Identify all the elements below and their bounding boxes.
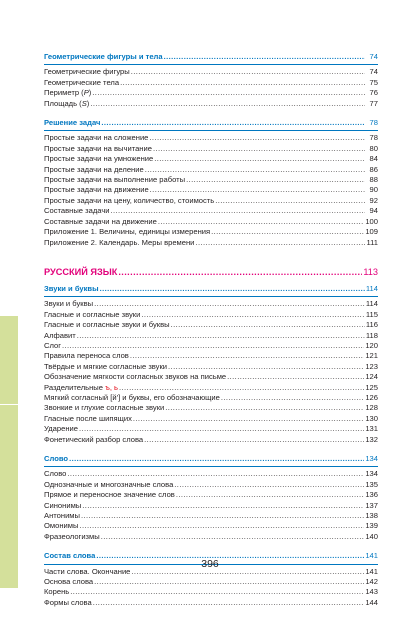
dot-leader [227, 372, 364, 382]
entry-title: Основа слова [44, 577, 94, 587]
dot-leader [62, 341, 364, 351]
dot-leader [118, 265, 362, 279]
entry-page: 114 [365, 299, 378, 309]
dot-leader [168, 362, 364, 372]
entry-title: Алфавит [44, 330, 76, 340]
entry-title: Геометрические фигуры [44, 67, 130, 77]
entry-title: Простые задачи на деление [44, 164, 144, 174]
entry-page: 77 [369, 98, 378, 108]
entry-page: 132 [365, 434, 378, 444]
entry-page: 80 [369, 143, 378, 153]
dot-leader [100, 284, 365, 294]
heading-title: Состав слова [44, 551, 96, 561]
entry-title: Ударение [44, 424, 78, 434]
entry-title: Простые задачи на движение [44, 185, 149, 195]
entry-title: Приложение 2. Календарь. Меры времени [44, 237, 195, 247]
toc-entry[interactable] [44, 383, 378, 393]
toc-entry[interactable] [44, 598, 378, 608]
subject-heading[interactable] [44, 265, 378, 279]
side-tab-divider [0, 404, 18, 405]
entry-title [44, 383, 118, 393]
entry-title: Геометрические тела [44, 77, 120, 87]
toc-entry[interactable] [44, 393, 378, 403]
toc-section-geometry [44, 52, 378, 109]
dot-leader [82, 501, 364, 511]
entry-page: 144 [365, 597, 378, 607]
dot-leader [153, 144, 365, 154]
entry-page: 100 [365, 216, 378, 226]
toc-entry[interactable] [44, 331, 378, 341]
entry-title: Гласные после шипящих [44, 413, 132, 423]
toc-entry[interactable] [44, 217, 378, 227]
heading-title: Решение задач [44, 118, 101, 128]
dot-leader [81, 511, 364, 521]
toc-entry[interactable] [44, 403, 378, 413]
toc-entry[interactable] [44, 351, 378, 361]
entry-title: Простые задачи на цену, количество, стоимость [44, 195, 215, 205]
dot-leader [120, 78, 365, 88]
dot-leader [195, 238, 365, 248]
toc-entry[interactable] [44, 206, 378, 216]
dot-leader [158, 217, 364, 227]
entry-title: Составные задачи [44, 206, 110, 216]
page-number: 396 [201, 558, 219, 570]
entry-page: 88 [369, 175, 378, 185]
toc-entry[interactable] [44, 424, 378, 434]
entry-title: Простые задачи на сложение [44, 133, 149, 143]
heading-page: 141 [365, 551, 378, 561]
dot-leader [93, 598, 365, 608]
entry-title: Слог [44, 340, 61, 350]
subject-page: 113 [363, 266, 378, 277]
entry-title: Прямое и переносное значение слов [44, 490, 175, 500]
table-of-contents [44, 52, 378, 617]
heading-page: 134 [365, 454, 378, 463]
toc-entry[interactable] [44, 227, 378, 237]
toc-entry[interactable] [44, 372, 378, 382]
side-tab-marker [0, 316, 18, 588]
toc-entry[interactable] [44, 196, 378, 206]
toc-entry[interactable] [44, 175, 378, 185]
toc-entry[interactable] [44, 185, 378, 195]
toc-entry[interactable] [44, 88, 378, 98]
entry-page: 135 [365, 479, 378, 489]
entry-page: 140 [365, 531, 378, 541]
toc-entry[interactable] [44, 320, 378, 330]
entry-page: 143 [365, 587, 378, 597]
dot-leader [145, 165, 365, 175]
dot-leader [90, 99, 365, 109]
entry-title: Мягкий согласный [й'] и буквы, его обозначающие [44, 392, 220, 402]
toc-section-word [44, 454, 378, 542]
section-rule [44, 130, 378, 131]
toc-entry[interactable] [44, 238, 378, 248]
toc-entry[interactable] [44, 310, 378, 320]
toc-entry[interactable] [44, 435, 378, 445]
entry-page: 115 [365, 309, 378, 319]
entry-title: Периметр (P) [44, 88, 92, 98]
entry-page: 121 [365, 351, 378, 361]
entry-title: Звонкие и глухие согласные звуки [44, 403, 165, 413]
toc-entry[interactable] [44, 144, 378, 154]
entry-page: 84 [369, 154, 378, 164]
dot-leader [133, 414, 364, 424]
toc-entry[interactable] [44, 490, 378, 500]
dot-leader [171, 320, 365, 330]
entry-page: 78 [369, 133, 378, 143]
toc-entry[interactable] [44, 99, 378, 109]
dot-leader [70, 587, 364, 597]
dot-leader [141, 310, 365, 320]
dot-leader [101, 532, 365, 542]
entry-title: Обозначение мягкости согласных звуков на письме [44, 372, 227, 382]
toc-entry[interactable] [44, 67, 378, 77]
entry-page: 142 [365, 577, 378, 587]
dot-leader [164, 52, 365, 62]
dot-leader [119, 383, 364, 393]
subject-title: РУССКИЙ ЯЗЫК [44, 266, 118, 277]
entry-page: 94 [369, 206, 378, 216]
toc-entry[interactable] [44, 299, 378, 309]
entry-title: Гласные и согласные звуки и буквы [44, 320, 170, 330]
section-heading[interactable] [44, 118, 378, 128]
entry-title: Твёрдые и мягкие согласные звуки [44, 361, 168, 371]
entry-page: 109 [365, 227, 378, 237]
entry-title: Звуки и буквы [44, 299, 94, 309]
entry-title: Правила переноса слов [44, 351, 129, 361]
dot-leader [92, 88, 365, 98]
entry-page: 128 [365, 403, 378, 413]
entry-title: Простые задачи на умножение [44, 154, 154, 164]
entry-page: 131 [365, 424, 378, 434]
dot-leader [69, 454, 364, 464]
toc-entry[interactable] [44, 154, 378, 164]
section-rule [44, 466, 378, 467]
entry-title-text: Разделительные [44, 382, 103, 392]
dot-leader [144, 435, 364, 445]
dot-leader [79, 424, 364, 434]
entry-title-letters: ъ, ь [105, 382, 119, 392]
entry-page: 116 [365, 320, 378, 330]
entry-title: Гласные и согласные звуки [44, 309, 141, 319]
dot-leader [221, 393, 364, 403]
entry-page: 124 [365, 372, 378, 382]
entry-page: 134 [365, 469, 378, 479]
dot-leader [186, 175, 365, 185]
entry-page: 139 [365, 521, 378, 531]
heading-title: Геометрические фигуры и тела [44, 52, 163, 61]
entry-title: Однозначные и многозначные слова [44, 479, 174, 489]
toc-section-problems [44, 118, 378, 248]
toc-section-sounds [44, 284, 378, 445]
dot-leader [211, 227, 364, 237]
entry-page: 76 [369, 88, 378, 98]
dot-leader [131, 67, 365, 77]
heading-title: Слово [44, 454, 69, 463]
entry-title: Фонетический разбор слова [44, 434, 144, 444]
dot-leader [111, 206, 365, 216]
heading-page: 74 [369, 52, 378, 61]
entry-page: 141 [365, 566, 378, 576]
entry-title: Антонимы [44, 511, 80, 521]
toc-entry[interactable] [44, 587, 378, 597]
entry-page: 130 [365, 413, 378, 423]
dot-leader [176, 490, 364, 500]
toc-entry[interactable] [44, 362, 378, 372]
entry-title: Формы слова [44, 597, 92, 607]
heading-page: 78 [369, 118, 378, 128]
toc-entry[interactable] [44, 414, 378, 424]
entry-title: Простые задачи на вычитание [44, 143, 152, 153]
entry-title: Составные задачи на движение [44, 216, 157, 226]
entry-title: Слово [44, 469, 67, 479]
entry-page: 123 [365, 361, 378, 371]
section-rule [44, 296, 378, 297]
section-heading[interactable] [44, 52, 378, 62]
toc-entry[interactable] [44, 501, 378, 511]
toc-entry[interactable] [44, 480, 378, 490]
dot-leader [149, 133, 365, 143]
entry-page: 75 [369, 77, 378, 87]
heading-page: 114 [365, 283, 378, 293]
section-heading[interactable] [44, 284, 378, 294]
heading-title: Звуки и буквы [44, 283, 99, 293]
entry-title: Фразеологизмы [44, 531, 100, 541]
entry-page: 138 [365, 511, 378, 521]
dot-leader [215, 196, 365, 206]
dot-leader [130, 351, 364, 361]
dot-leader [154, 154, 365, 164]
entry-page: 90 [369, 185, 378, 195]
entry-title: Приложение 1. Величины, единицы измерения [44, 227, 211, 237]
entry-page: 111 [366, 237, 378, 247]
dot-leader [67, 469, 364, 479]
entry-title: Омонимы [44, 521, 79, 531]
entry-page: 125 [365, 382, 378, 392]
entry-title: Простые задачи на выполнение работы [44, 175, 186, 185]
section-heading[interactable] [44, 454, 378, 464]
toc-entry[interactable] [44, 577, 378, 587]
toc-entry[interactable] [44, 133, 378, 143]
entry-title: Площадь (S) [44, 98, 90, 108]
dot-leader [165, 403, 364, 413]
toc-entry[interactable] [44, 78, 378, 88]
entry-page: 92 [369, 195, 378, 205]
toc-entry[interactable] [44, 165, 378, 175]
entry-page: 136 [365, 490, 378, 500]
dot-leader [94, 299, 365, 309]
toc-entry[interactable] [44, 341, 378, 351]
entry-page: 137 [365, 500, 378, 510]
entry-title: Части слова. Окончание [44, 566, 131, 576]
toc-entry[interactable] [44, 521, 378, 531]
entry-page: 118 [365, 330, 378, 340]
section-rule [44, 64, 378, 65]
dot-leader [94, 577, 364, 587]
dot-leader [79, 521, 364, 531]
entry-page: 74 [369, 67, 378, 77]
dot-leader [77, 331, 365, 341]
entry-page: 86 [369, 164, 378, 174]
dot-leader [150, 185, 365, 195]
entry-page: 126 [365, 392, 378, 402]
toc-entry[interactable] [44, 469, 378, 479]
entry-title: Корень [44, 587, 70, 597]
toc-entry[interactable] [44, 532, 378, 542]
dot-leader [101, 118, 365, 128]
dot-leader [174, 480, 364, 490]
entry-page: 120 [365, 340, 378, 350]
entry-title: Синонимы [44, 500, 82, 510]
toc-entry[interactable] [44, 511, 378, 521]
